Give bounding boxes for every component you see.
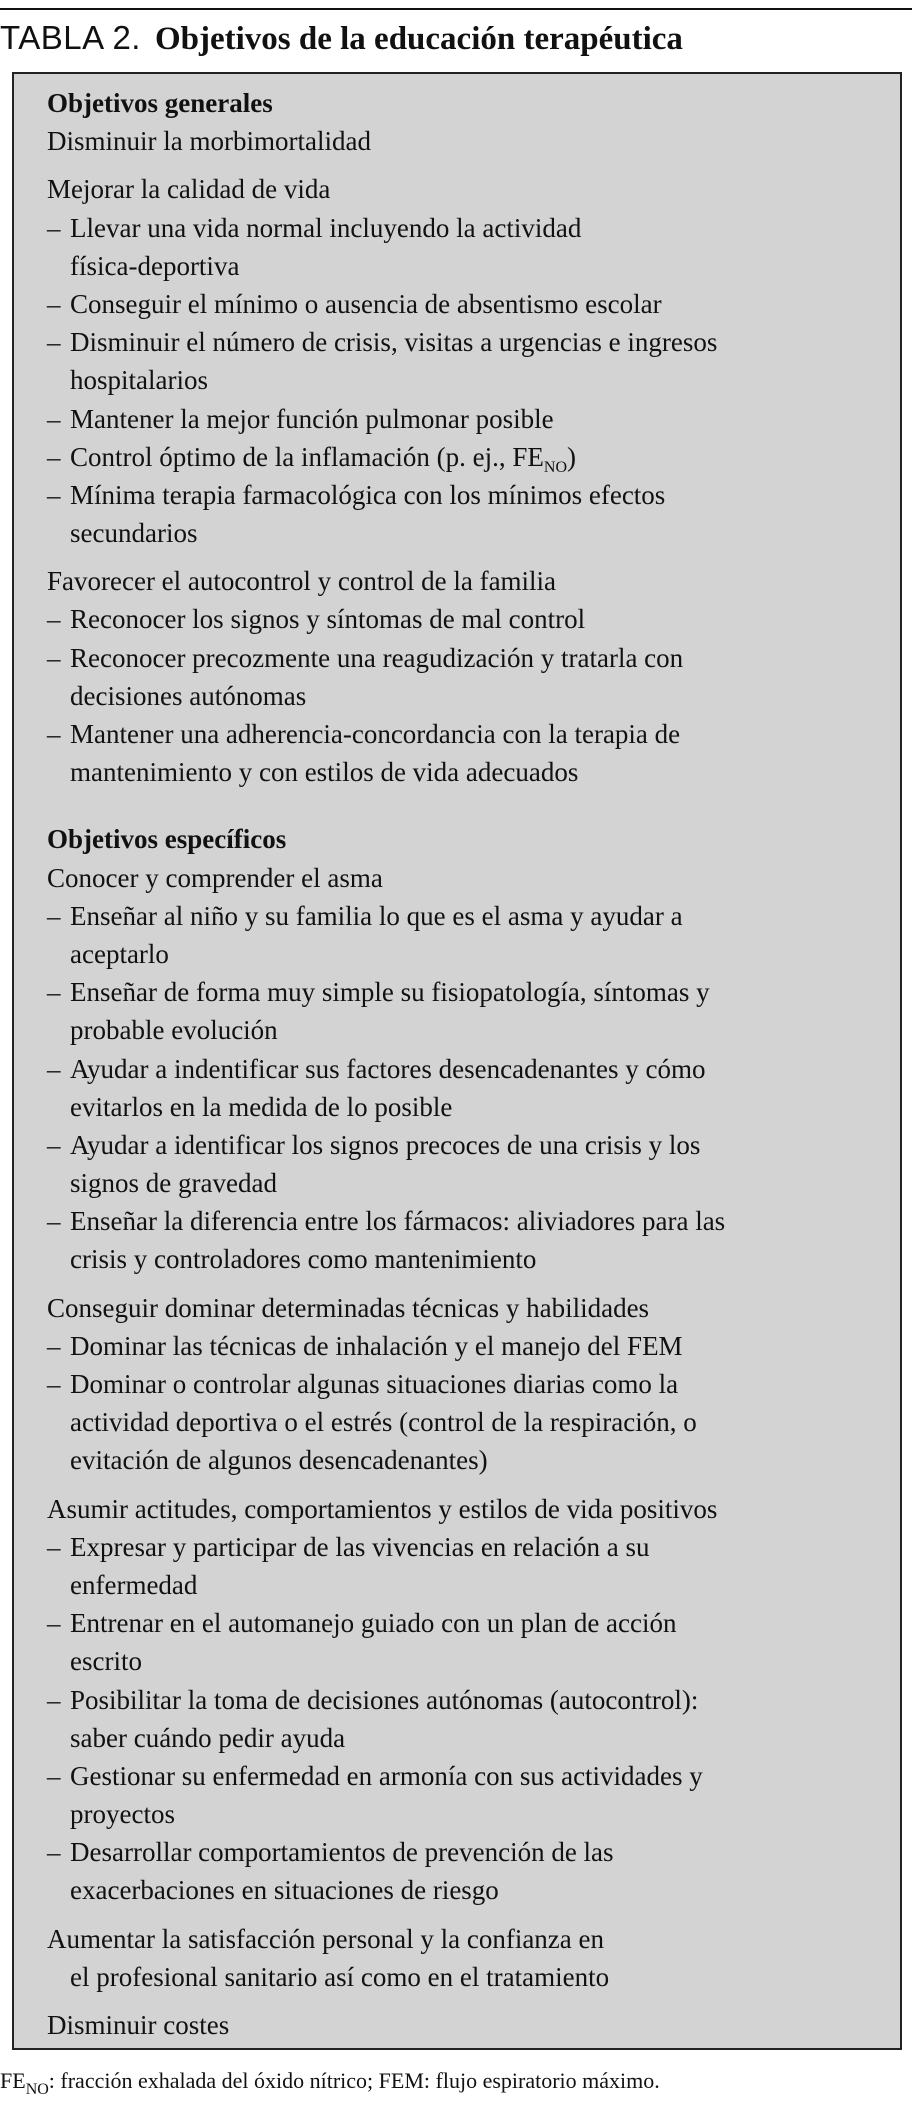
footnote-fe: FE	[0, 2068, 26, 2093]
list-item: – Mantener la mejor función pulmonar posible	[47, 403, 554, 434]
list-item: – Ayudar a indentificar sus factores desencadenantes y cómo	[47, 1053, 706, 1084]
list-item-continuation: crisis y controladores como mantenimiento	[70, 1244, 537, 1275]
specific-objective-title: Aumentar la satisfacción personal y la confianza en	[47, 1923, 605, 1954]
list-item-continuation: actividad deportiva o el estrés (control de la respiración, o	[70, 1407, 697, 1438]
list-item: – Mínima terapia farmacológica con los mínimos efectos	[47, 479, 666, 510]
list-item-continuation: aceptarlo	[70, 938, 169, 969]
list-item: – Posibilitar la toma de decisiones autónomas (autocontrol):	[47, 1684, 699, 1715]
footnote-subscript: NO	[25, 2081, 49, 2098]
specific-objective-title: Conseguir dominar determinadas técnicas y habilidades	[47, 1292, 650, 1323]
list-item: – Reconocer precozmente una reagudización y tratarla con	[47, 642, 684, 673]
general-objectives-heading: Objetivos generales	[47, 88, 273, 118]
list-item: – Gestionar su enfermedad en armonía con sus actividades y	[47, 1760, 703, 1791]
top-rule	[0, 8, 912, 10]
list-item: – Ayudar a identificar los signos precoces de una crisis y los	[47, 1129, 701, 1160]
list-item-continuation: proyectos	[70, 1799, 175, 1830]
list-item: – Enseñar de forma muy simple su fisiopatología, síntomas y	[47, 977, 710, 1008]
list-item-continuation: saber cuándo pedir ayuda	[70, 1722, 346, 1753]
list-item: – Dominar o controlar algunas situaciones diarias como la	[47, 1369, 679, 1399]
general-objective-title: Disminuir la morbimortalidad	[47, 126, 371, 157]
list-item-continuation: signos de gravedad	[70, 1168, 277, 1199]
list-item: – Entrenar en el automanejo guiado con un plan de acción	[47, 1608, 677, 1639]
footnote-text: : fracción exhalada del óxido nítrico; FEM: flujo espiratorio máximo.	[48, 2068, 660, 2093]
table-title	[0, 18, 683, 58]
general-objective-title: Mejorar la calidad de vida	[47, 174, 331, 205]
list-item-continuation: mantenimiento y con estilos de vida adecuados	[70, 757, 579, 788]
list-item-continuation: física-deportiva	[70, 250, 240, 281]
list-item-continuation: evitarlos en la medida de lo posible	[70, 1091, 453, 1122]
list-item-continuation: evitación de algunos desencadenantes)	[70, 1445, 488, 1476]
list-item: – Enseñar al niño y su familia lo que es el asma y ayudar a	[47, 900, 683, 931]
list-item: – Enseñar la diferencia entre los fármacos: aliviadores para las	[47, 1206, 726, 1237]
specific-objective-title: Disminuir costes	[47, 2010, 230, 2040]
list-item: – Reconocer los signos y síntomas de mal control	[47, 604, 586, 635]
list-item: – Control óptimo de la inflamación (p. ej., $FE_{NO}$)	[47, 441, 577, 476]
list-item-continuation: exacerbaciones en situaciones de riesgo	[70, 1875, 499, 1906]
list-item-continuation: escrito	[70, 1646, 142, 1677]
table-title-text: Objetivos de la educación terapéutica	[154, 21, 683, 57]
list-item: – Mantener una adherencia-concordancia con la terapia de	[47, 719, 681, 749]
list-item: – Dominar las técnicas de inhalación y el manejo del FEM	[47, 1330, 683, 1361]
objectives-box	[12, 72, 902, 2050]
list-item-continuation: secundarios	[70, 518, 198, 549]
specific-objective-title-continuation: el profesional sanitario así como en el tratamiento	[70, 1961, 610, 1992]
footnote	[0, 2066, 660, 2096]
list-item-continuation: probable evolución	[70, 1015, 278, 1046]
list-item: – Desarrollar comportamientos de prevención de las	[47, 1837, 614, 1868]
list-item-continuation: decisiones autónomas	[70, 680, 307, 711]
list-item-continuation: enfermedad	[70, 1569, 198, 1600]
list-item: – Expresar y participar de las vivencias en relación a su	[47, 1531, 650, 1562]
table-label: TABLA 2.	[0, 19, 141, 56]
specific-objective-title: Conocer y comprender el asma	[47, 862, 383, 893]
specific-objectives-heading: Objetivos específicos	[47, 824, 287, 855]
list-item: – Conseguir el mínimo o ausencia de absentismo escolar	[47, 288, 662, 319]
list-item: – Llevar una vida normal incluyendo la actividad	[47, 212, 582, 243]
general-objective-title: Favorecer el autocontrol y control de la familia	[47, 566, 557, 597]
list-item: – Disminuir el número de crisis, visitas a urgencias e ingresos	[47, 327, 718, 358]
list-item-continuation: hospitalarios	[70, 365, 208, 396]
specific-objective-title: Asumir actitudes, comportamientos y estilos de vida positivos	[47, 1493, 718, 1524]
fe-no-subscript: NO	[543, 458, 568, 476]
